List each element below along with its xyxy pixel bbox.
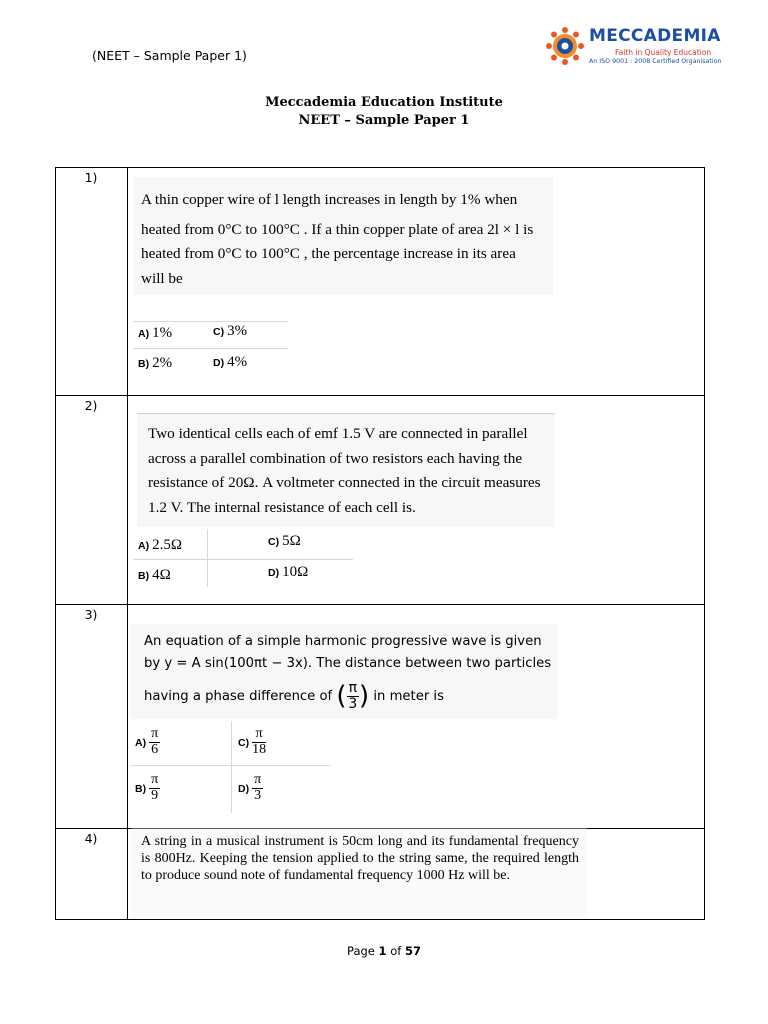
page-current: 1 <box>378 944 387 958</box>
left-paren: ( <box>336 681 347 712</box>
institute-title: Meccademia Education Institute <box>265 95 503 110</box>
option-label: D) <box>213 357 225 369</box>
gear-logo-icon <box>545 26 585 66</box>
option-label: A) <box>138 328 150 340</box>
question-tail: in meter is <box>373 689 444 705</box>
option-c[interactable] <box>268 533 301 550</box>
table-border-bottom <box>55 919 705 920</box>
question-4-text: A string in a musical instrument is 50cm long and its fundamental frequency is 800Hz. Keeping the tension applied to the string same, the required length to produce sound note of fundamental frequency 1000 Hz will be. <box>141 834 579 883</box>
table-border-right <box>704 167 705 920</box>
option-c[interactable] <box>213 323 247 340</box>
question-number: 3) <box>84 607 98 622</box>
logo-brand: MECCADEMIA <box>589 26 721 46</box>
question-number: 2) <box>84 398 98 413</box>
option-a[interactable] <box>135 727 160 757</box>
option-b[interactable] <box>138 567 171 584</box>
option-label: B) <box>138 358 150 370</box>
question-number: 1) <box>84 170 98 185</box>
option-a[interactable] <box>138 537 182 554</box>
option-grid-line <box>133 321 288 322</box>
running-header: (NEET – Sample Paper 1) <box>92 48 247 63</box>
table-border-top <box>55 167 705 168</box>
option-label: D) <box>238 782 250 795</box>
page-total: 57 <box>404 944 421 958</box>
option-label: B) <box>138 570 150 582</box>
question-line: A thin copper wire of l length increases in length by 1% when <box>141 191 518 208</box>
option-grid-line <box>133 559 353 560</box>
option-d[interactable] <box>213 354 247 371</box>
row-divider-2 <box>55 604 705 605</box>
option-value: 5Ω <box>282 533 301 549</box>
question-line: across a parallel combination of two resistors each having the <box>148 449 523 467</box>
fraction-denominator: 6 <box>151 741 159 757</box>
fraction-denominator: 9 <box>151 787 159 803</box>
column-divider <box>127 167 128 920</box>
page-label: Page <box>347 944 375 958</box>
logo-tagline: Faith in Quality Education <box>615 48 712 57</box>
option-b[interactable] <box>138 355 172 372</box>
option-grid-line <box>137 413 555 414</box>
option-grid-line <box>133 348 288 349</box>
option-d[interactable] <box>238 773 263 803</box>
meccademia-logo <box>545 24 725 74</box>
option-value: 10Ω <box>282 564 309 580</box>
option-label: A) <box>138 540 150 552</box>
option-value: 4Ω <box>152 567 171 583</box>
right-paren: ) <box>359 681 370 712</box>
option-label: A) <box>135 736 147 749</box>
question-table <box>55 167 705 920</box>
question-line: Two identical cells each of emf 1.5 V are connected in parallel <box>148 425 528 442</box>
fraction-numerator: π <box>254 772 262 787</box>
question-4-top-rule <box>131 828 587 829</box>
question-1-text <box>141 188 533 291</box>
option-fraction <box>149 773 160 803</box>
question-line: 1.2 V. The internal resistance of each cell is. <box>148 498 416 516</box>
question-3-text <box>144 631 551 711</box>
option-c[interactable] <box>238 727 266 757</box>
logo-iso: An ISO 9001 : 2008 Certified Organisation <box>589 58 722 65</box>
fraction-numerator: π <box>348 680 357 696</box>
option-grid-line <box>231 721 232 813</box>
option-value: 1% <box>152 325 173 341</box>
option-fraction <box>252 773 263 803</box>
question-2-text <box>148 422 541 520</box>
option-value: 2% <box>152 355 173 371</box>
fraction-denominator: 18 <box>252 741 267 757</box>
option-label: D) <box>268 567 280 579</box>
question-line-3 <box>144 681 551 711</box>
option-label: C) <box>268 536 280 548</box>
option-fraction <box>252 727 266 757</box>
question-line: resistance of 20Ω. A voltmeter connected in the circuit measures <box>148 474 541 491</box>
fraction-denominator: 3 <box>254 787 262 803</box>
option-value: 4% <box>227 354 248 370</box>
question-number: 4) <box>84 831 98 846</box>
question-line: by y = A sin(100πt − 3x). The distance between two particles <box>144 656 552 671</box>
option-b[interactable] <box>135 773 160 803</box>
option-label: C) <box>213 326 225 338</box>
question-line: heated from 0°C to 100°C . If a thin copper plate of area 2l × l is <box>141 220 534 238</box>
option-value: 2.5Ω <box>152 537 182 553</box>
option-value: 3% <box>227 323 248 339</box>
fraction-numerator: π <box>252 727 266 743</box>
paper-title: NEET – Sample Paper 1 <box>298 113 470 128</box>
question-line: An equation of a simple harmonic progressive wave is given <box>144 634 542 649</box>
phase-fraction <box>347 681 359 711</box>
option-fraction <box>149 727 160 757</box>
option-grid-line <box>131 765 331 766</box>
option-grid-line <box>207 529 208 587</box>
fraction-numerator: π <box>151 772 159 787</box>
option-label: C) <box>238 736 250 749</box>
fraction-denominator: 3 <box>348 695 358 712</box>
question-line: will be <box>141 269 183 287</box>
page-footer <box>0 944 768 958</box>
page-of: of <box>390 944 402 958</box>
fraction-numerator: π <box>151 726 159 741</box>
question-line: heated from 0°C to 100°C , the percentage increase in its area <box>141 245 516 262</box>
option-a[interactable] <box>138 325 172 342</box>
option-d[interactable] <box>268 564 308 581</box>
question-line: having a phase difference of <box>144 689 333 705</box>
table-border-left <box>55 167 56 920</box>
row-divider-1 <box>55 395 705 396</box>
option-label: B) <box>135 782 147 795</box>
